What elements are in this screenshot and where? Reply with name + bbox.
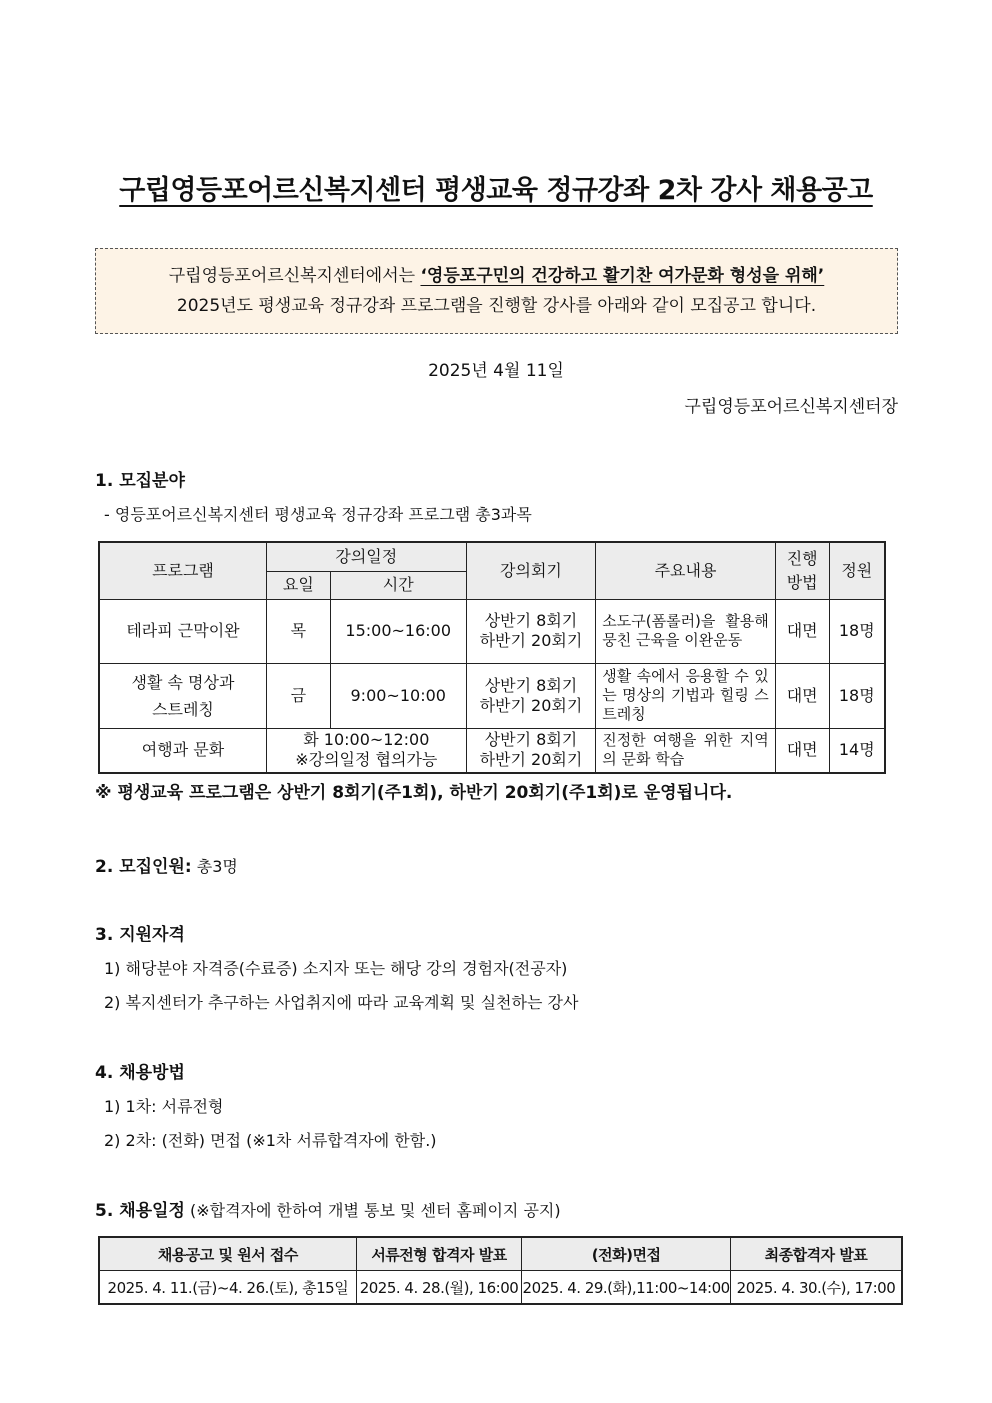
- cell-capacity: 14명: [829, 728, 885, 773]
- cell-day: 금: [266, 663, 330, 728]
- cell-schedule: [266, 728, 466, 773]
- program-table: [98, 541, 886, 774]
- sched-header-interview: (전화)면접: [522, 1237, 731, 1271]
- program-note: ※ 평생교육 프로그램은 상반기 8회기(주1회), 하반기 20회기(주1회)로 운영됩니다.: [95, 783, 733, 803]
- cell-program: 여행과 문화: [99, 728, 266, 773]
- schedule-table: [98, 1236, 903, 1305]
- schedule-line2: ※강의일정 협의가능: [295, 750, 438, 770]
- signature: 구립영등포어르신복지센터장: [684, 397, 898, 417]
- sched-value-posting: 2025. 4. 11.(금)~4. 26.(토), 총15일: [99, 1271, 356, 1305]
- sessions-first-half: 상반기 8회기: [484, 675, 578, 695]
- sessions-first-half: 상반기 8회기: [484, 730, 578, 750]
- header-time: 시간: [330, 571, 466, 599]
- section5-note: (※합격자에 한하여 개별 통보 및 센터 홈페이지 공지): [184, 1201, 561, 1220]
- cell-program: 생활 속 명상과 스트레칭: [99, 663, 266, 728]
- cell-day: 목: [266, 599, 330, 663]
- list-item: 1) 해당분야 자격증(수료증) 소지자 또는 해당 강의 경험자(전공자): [104, 959, 568, 978]
- list-item: 2) 2차: (전화) 면접 (※1차 서류합격자에 한함.): [104, 1131, 437, 1150]
- cell-capacity: 18명: [829, 599, 885, 663]
- sessions-second-half: 하반기 20회기: [479, 750, 583, 770]
- sched-header-posting: 채용공고 및 원서 접수: [99, 1237, 356, 1271]
- cell-content: 생활 속에서 응용할 수 있는 명상의 기법과 힐링 스트레칭: [596, 663, 775, 728]
- sched-header-document: 서류전형 합격자 발표: [356, 1237, 522, 1271]
- cell-time: 15:00~16:00: [330, 599, 466, 663]
- cell-program: 테라피 근막이완: [99, 599, 266, 663]
- cell-capacity: 18명: [829, 663, 885, 728]
- sessions-first-half: 상반기 8회기: [484, 611, 578, 630]
- page-title: 구립영등포어르신복지센터 평생교육 정규강좌 2차 강사 채용공고: [119, 175, 873, 206]
- header-method: 진행 방법: [775, 542, 829, 599]
- cell-content: 진정한 여행을 위한 지역의 문화 학습: [596, 728, 775, 773]
- sessions-second-half: 하반기 20회기: [479, 695, 583, 715]
- intro-box: [95, 248, 898, 334]
- cell-method: 대면: [775, 663, 829, 728]
- sched-header-final: 최종합격자 발표: [730, 1237, 902, 1271]
- cell-time: 9:00~10:00: [330, 663, 466, 728]
- sched-value-final: 2025. 4. 30.(수), 17:00: [730, 1271, 902, 1305]
- section1-desc: - 영등포어르신복지센터 평생교육 정규강좌 프로그램 총3과목: [104, 505, 532, 524]
- header-schedule: 강의일정: [266, 542, 466, 571]
- sessions-second-half: 하반기 20회기: [479, 631, 583, 650]
- section2-value: 총3명: [191, 857, 238, 876]
- cell-sessions: [466, 663, 596, 728]
- list-item: 1) 1차: 서류전형: [104, 1097, 224, 1116]
- header-day: 요일: [266, 571, 330, 599]
- cell-sessions: [466, 599, 596, 663]
- section4-heading: 4. 채용방법: [95, 1063, 185, 1083]
- table-row: [99, 663, 885, 728]
- intro-line1: 구립영등포어르신복지센터에서는 ‘영등포구민의 건강하고 활기찬 여가문화 형성을 위해’: [168, 266, 825, 286]
- cell-method: 대면: [775, 728, 829, 773]
- section2-heading: 2. 모집인원: 총3명: [95, 857, 238, 877]
- section1-heading: 1. 모집분야: [95, 471, 185, 491]
- intro-emphasis: ‘영등포구민의 건강하고 활기찬 여가문화 형성을 위해’: [420, 266, 825, 286]
- cell-content: 소도구(폼롤러)을 활용해 뭉친 근육을 이완운동: [596, 599, 775, 663]
- table-row: [99, 728, 885, 773]
- section3-heading: 3. 지원자격: [95, 925, 185, 945]
- table-row: [99, 599, 885, 663]
- sched-value-document: 2025. 4. 28.(월), 16:00: [356, 1271, 522, 1305]
- sched-value-interview: 2025. 4. 29.(화),11:00~14:00: [522, 1271, 731, 1305]
- header-content: 주요내용: [596, 542, 775, 599]
- header-capacity: 정원: [829, 542, 885, 599]
- header-program: 프로그램: [99, 542, 266, 599]
- schedule-line1: 화 10:00~12:00: [303, 730, 430, 750]
- intro-line2: 2025년도 평생교육 정규강좌 프로그램을 진행할 강사를 아래와 같이 모집공고 합니다.: [176, 296, 817, 316]
- list-item: 2) 복지센터가 추구하는 사업취지에 따라 교육계획 및 실천하는 강사: [104, 993, 579, 1012]
- header-sessions: 강의회기: [466, 542, 596, 599]
- cell-method: 대면: [775, 599, 829, 663]
- announcement-date: 2025년 4월 11일: [428, 361, 564, 381]
- cell-sessions: [466, 728, 596, 773]
- section5-heading: 5. 채용일정 (※합격자에 한하여 개별 통보 및 센터 홈페이지 공지): [95, 1201, 561, 1221]
